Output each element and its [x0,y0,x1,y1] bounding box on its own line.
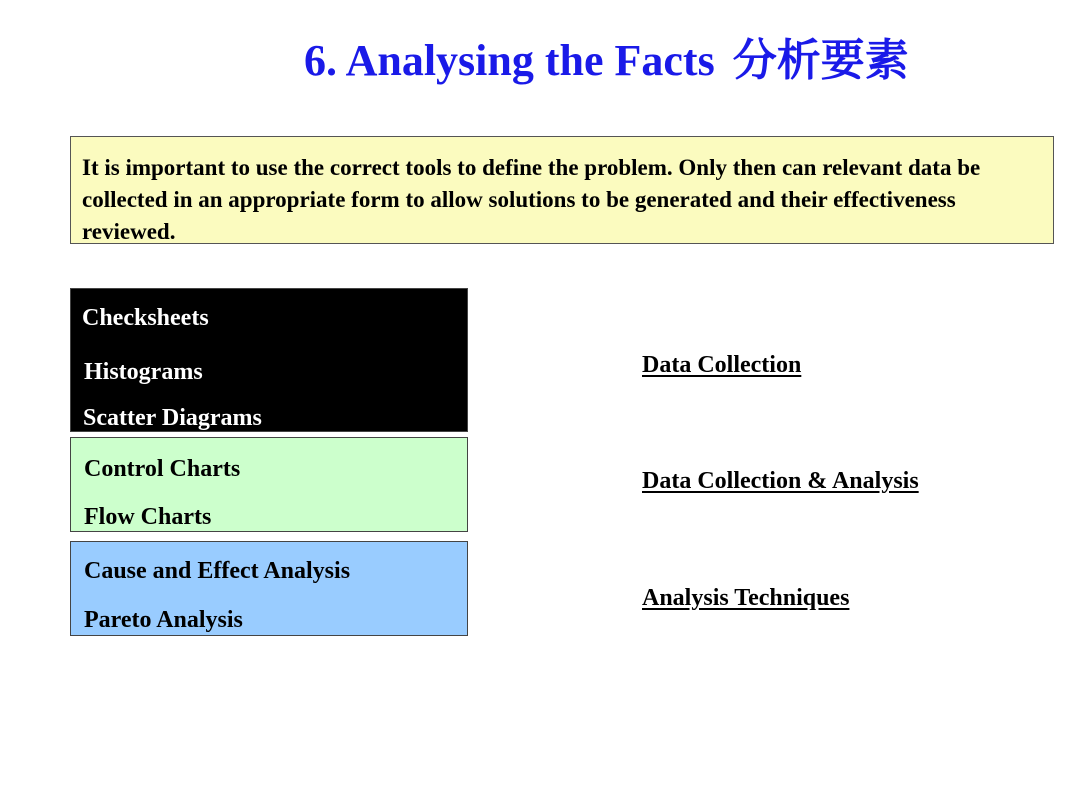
slide-title-en: 6. Analysing the Facts [304,36,715,85]
tool-checksheets: Checksheets [82,305,209,331]
tool-group-data-collection [70,288,468,432]
category-analysis-techniques: Analysis Techniques [642,585,850,611]
tool-scatter-diagrams: Scatter Diagrams [83,405,262,431]
intro-text: It is important to use the correct tools to define the problem. Only then can relevant data be collected in an appropriate form to allow solutions to be generated and their effectiveness reviewed. [82,155,981,244]
tool-group-data-collection-analysis [70,437,468,532]
tool-histograms: Histograms [84,359,203,385]
slide-title [304,32,909,90]
intro-box [70,136,1054,244]
tool-flow-charts: Flow Charts [84,504,212,530]
tool-cause-and-effect-analysis: Cause and Effect Analysis [84,558,351,584]
slide-title-zh: 分析要素 [732,35,909,86]
tool-control-charts: Control Charts [84,456,241,482]
category-data-collection: Data Collection [642,352,802,378]
tool-pareto-analysis: Pareto Analysis [84,607,243,633]
tool-group-analysis-techniques [70,541,468,636]
category-data-collection-analysis: Data Collection & Analysis [642,468,919,494]
